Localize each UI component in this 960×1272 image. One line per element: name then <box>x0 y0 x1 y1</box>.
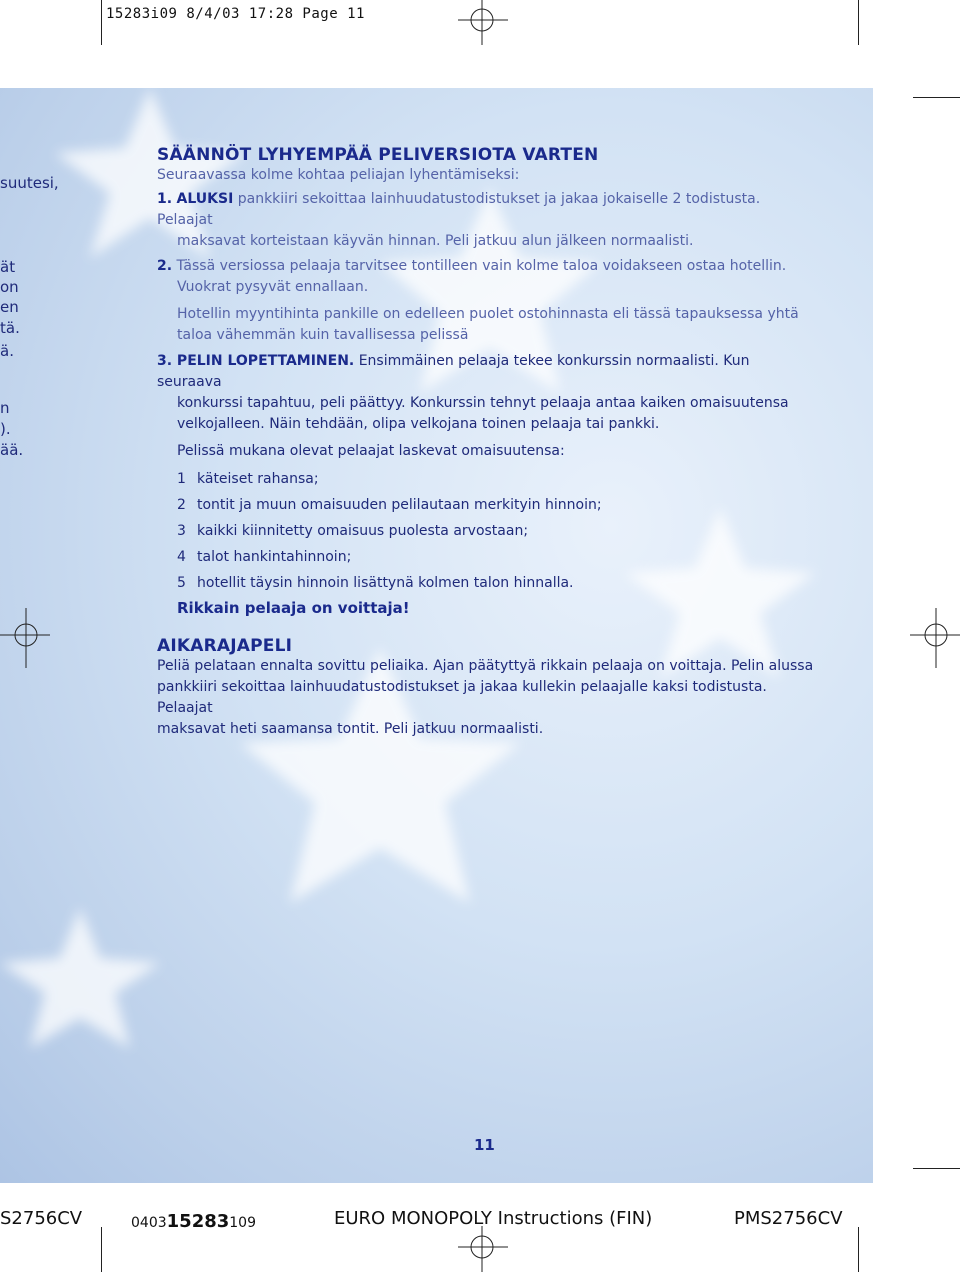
print-slug: 15283i09 8/4/03 17:28 Page 11 <box>106 6 365 22</box>
crop-mark <box>101 0 102 45</box>
crop-mark <box>858 0 859 45</box>
step-2-text: Tässä versiossa pelaaja tarvitsee tontilleen vain kolme taloa voidakseen ostaa hotellin. <box>172 258 787 274</box>
fragment-text: on <box>0 278 19 296</box>
fragment-text: en <box>0 298 19 316</box>
step-3 <box>157 351 817 393</box>
registration-mark <box>0 608 50 668</box>
assets-list <box>177 466 817 596</box>
timed-game-text-cont: maksavat heti saamansa tontit. Peli jatkuu normaalisti. <box>157 721 544 737</box>
registration-mark <box>910 608 960 668</box>
section-heading-timed-game: AIKARAJAPELI <box>157 636 293 656</box>
step-1-text-cont: maksavat korteistaan käyvän hinnan. Peli jatkuu alun jälkeen normaalisti. <box>177 233 694 249</box>
list-item: 3 kaikki kiinnitetty omaisuus puolesta arvostaan; <box>177 523 529 539</box>
step-3-lead: 3. PELIN LOPETTAMINEN. <box>157 353 355 369</box>
timed-game-text: Peliä pelataan ennalta sovittu peliaika. Ajan päätyttyä rikkain pelaaja on voittaja. Pelin alussa <box>157 658 814 674</box>
intro-text: Seuraavassa kolme kohtaa peliajan lyhentämiseksi: <box>157 167 520 183</box>
fragment-text: ät <box>0 258 16 276</box>
fragment-text: tä. <box>0 319 20 337</box>
footer-left-code: S2756CV <box>0 1208 83 1229</box>
winner-statement: Rikkain pelaaja on voittaja! <box>177 599 410 617</box>
footer-title: EURO MONOPOLY Instructions (FIN) <box>334 1208 653 1229</box>
timed-game-text-cont: pankkiiri sekoittaa lainhuudatustodistukset ja jakaa kullekin pelaajalle kaksi todistusta. Pelaajat <box>157 679 767 716</box>
fragment-text: n <box>0 399 10 417</box>
step-2 <box>157 256 817 277</box>
crop-mark <box>913 97 960 98</box>
step-1-lead: ALUKSI <box>176 191 234 207</box>
step-3-text-cont: konkurssi tapahtuu, peli päättyy. Konkurssin tehnyt pelaaja antaa kaiken omaisuutensa <box>177 395 789 411</box>
crop-mark <box>101 1227 102 1272</box>
registration-mark <box>458 1226 508 1272</box>
assets-intro: Pelissä mukana olevat pelaajat laskevat omaisuutensa: <box>177 443 565 459</box>
fragment-text: ää. <box>0 441 24 459</box>
fragment-text: ). <box>0 420 11 438</box>
list-item: 4 talot hankintahinnoin; <box>177 549 352 565</box>
section-heading-shorter-game: SÄÄNNÖT LYHYEMPÄÄ PELIVERSIOTA VARTEN <box>157 145 599 165</box>
crop-mark <box>913 1168 960 1169</box>
registration-mark <box>458 0 508 45</box>
list-item: 1 käteiset rahansa; <box>177 471 319 487</box>
step-3-text-cont: velkojalleen. Näin tehdään, olipa velkojana toinen pelaaja tai pankki. <box>177 416 660 432</box>
fragment-text: ä. <box>0 342 14 360</box>
page-number: 11 <box>474 1136 495 1154</box>
step-2-para2: Hotellin myyntihinta pankille on edelleen puolet ostohinnasta eli tässä tapauksessa yhtä <box>177 306 799 322</box>
step-1-text: pankkiiri sekoittaa lainhuudatustodistukset ja jakaa jokaiselle 2 todistusta. Pelaajat <box>157 191 761 228</box>
list-item: 2 tontit ja muun omaisuuden pelilautaan merkityin hinnoin; <box>177 497 602 513</box>
step-2-text-cont: Vuokrat pysyvät ennallaan. <box>177 279 369 295</box>
step-2-number: 2. <box>157 258 173 274</box>
step-2-para2-cont: taloa vähemmän kuin tavallisessa pelissä <box>177 327 469 343</box>
fragment-text: suutesi, <box>0 174 59 192</box>
rules-content <box>157 145 817 740</box>
step-1 <box>157 189 817 231</box>
step-3-text: Ensimmäinen pelaaja tekee konkurssin normaalisti. Kun seuraava <box>157 353 750 390</box>
step-1-number: 1. <box>157 191 173 207</box>
list-item: 5 hotellit täysin hinnoin lisättynä kolmen talon hinnalla. <box>177 575 574 591</box>
star-shape <box>0 908 160 1048</box>
crop-mark <box>858 1227 859 1272</box>
footer-right-code: PMS2756CV <box>734 1208 843 1229</box>
footer-job-code: 040315283109 <box>131 1211 256 1232</box>
